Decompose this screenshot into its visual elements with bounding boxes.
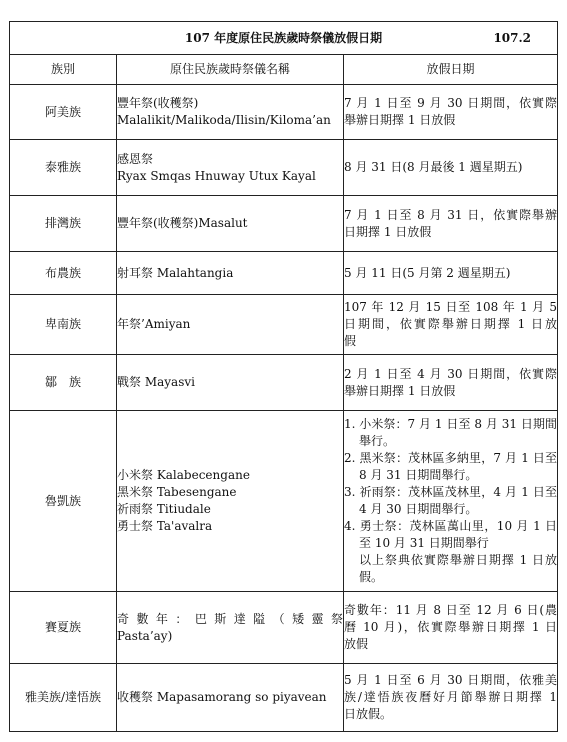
holiday-period: [344, 295, 558, 355]
ceremony-name: [117, 252, 344, 295]
table-row: [10, 295, 558, 355]
ceremony-line: 年祭’Amiyan: [117, 317, 191, 331]
period-note: 以上祭典依實際舉辦日期擇 1 日放假。: [359, 553, 558, 584]
holiday-period: [344, 85, 558, 140]
title-cell: [10, 22, 558, 55]
list-item: 4. 勇士祭：茂林區萬山里，10 月 1 日至 10 月 31 日期間舉行: [344, 519, 558, 550]
period-line: 2 月 1 日至 4 月 30 日期間，依實際: [344, 366, 558, 381]
table-row: [10, 252, 558, 295]
ceremony-line: 勇士祭 Ta'avalra: [117, 519, 213, 533]
table-row: [10, 355, 558, 411]
table-row: [10, 140, 558, 196]
document-version: 107.2: [493, 31, 532, 45]
column-header-ceremony: 原住民族歲時祭儀名稱: [117, 55, 344, 85]
document-title: 107 年度原住民族歲時祭儀放假日期: [184, 31, 383, 45]
tribe-name: 排灣族: [10, 196, 117, 252]
column-header-period: 放假日期: [344, 55, 558, 85]
ceremony-name: [117, 85, 344, 140]
table-row: [10, 411, 558, 592]
list-item: 2. 黑米祭：茂林區多納里，7 月 1 日至 8 月 31 日期間舉行。: [344, 451, 558, 482]
tribe-name: 布農族: [10, 252, 117, 295]
period-line: 曆 10 月)，依實際舉辦日期擇 1 日: [344, 620, 558, 634]
period-line: 5 月 1 日至 6 月 30 日期間，依雅美: [344, 673, 558, 687]
period-line: 107 年 12 月 15 日至 108 年 1 月 5: [344, 300, 558, 314]
ceremony-name: [117, 196, 344, 252]
ceremony-line: 小米祭 Kalabecengane: [117, 468, 250, 482]
tribe-name: 魯凱族: [10, 411, 117, 592]
period-line: 日放假。: [344, 707, 393, 721]
tribe-name: 雅美族/達悟族: [10, 664, 117, 732]
header-row: [10, 55, 558, 85]
tribe-name: 泰雅族: [10, 140, 117, 196]
ceremony-name: [117, 140, 344, 196]
table-row: [10, 85, 558, 140]
column-header-tribe: 族別: [10, 55, 117, 85]
period-line: 7 月 1 日至 9 月 30 日期間，依實際: [344, 96, 558, 110]
ceremony-name: [117, 411, 344, 592]
tribe-name: 鄒 族: [10, 355, 117, 411]
ceremony-line: Malalikit/Malikoda/Ilisin/Kiloma’an: [117, 113, 331, 127]
period-line: 日期間，依實際舉辦日期擇 1 日放: [344, 317, 558, 331]
ceremony-line: Pasta’ay): [117, 628, 173, 643]
ceremony-line: 豐年祭(收穫祭): [117, 96, 199, 110]
ceremony-line: 戰祭 Mayasvi: [117, 375, 195, 389]
period-line: 7 月 1 日至 8 月 31 日，依實際舉辦: [344, 207, 558, 222]
period-line: 奇數年：11 月 8 日至 12 月 6 日(農: [344, 603, 558, 617]
ceremony-line: 感恩祭: [117, 151, 154, 166]
ceremony-name: [117, 295, 344, 355]
holiday-period: [344, 140, 558, 196]
period-line: 舉辦日期擇 1 日放假: [344, 113, 456, 127]
period-line: 日期擇 1 日放假: [344, 224, 432, 239]
ceremony-name: [117, 664, 344, 732]
ceremony-line: 收穫祭 Mapasamorang so piyavean: [117, 690, 327, 704]
list-item: 1. 小米祭：7 月 1 日至 8 月 31 日期間舉行。: [344, 417, 558, 448]
holiday-period: [344, 196, 558, 252]
tribe-name: 阿美族: [10, 85, 117, 140]
table-row: [10, 196, 558, 252]
ceremony-line: 射耳祭 Malahtangia: [117, 265, 234, 280]
table-row: [10, 664, 558, 732]
ceremony-line: 奇數年：巴斯達隘（矮靈祭: [117, 611, 343, 626]
holiday-period: [344, 355, 558, 411]
period-line: 5 月 11 日(5 月第 2 週星期五): [344, 265, 511, 280]
ceremony-name: [117, 592, 344, 664]
holiday-period: [344, 592, 558, 664]
period-line: 假: [344, 334, 357, 348]
holiday-period: [344, 252, 558, 295]
period-line: 放假: [344, 637, 369, 651]
table-row: [10, 592, 558, 664]
ceremony-line: 黑米祭 Tabesengane: [117, 485, 237, 499]
tribe-name: 賽夏族: [10, 592, 117, 664]
holiday-period: [344, 664, 558, 732]
ceremony-name: [117, 355, 344, 411]
holiday-schedule-table: [9, 21, 558, 732]
ceremony-period-list: [344, 416, 557, 552]
ceremony-line: 祈雨祭 Titiudale: [117, 502, 211, 516]
title-row: [10, 22, 558, 55]
ceremony-line: 豐年祭(收穫祭)Masalut: [117, 216, 248, 230]
period-line: 舉辦日期擇 1 日放假: [344, 383, 456, 398]
tribe-name: 卑南族: [10, 295, 117, 355]
holiday-period: [344, 411, 558, 592]
period-line: 族/達悟族夜曆好月節舉辦日期擇 1: [344, 690, 558, 704]
ceremony-line: Ryax Smqas Hnuway Utux Kayal: [117, 168, 316, 183]
period-line: 8 月 31 日(8 月最後 1 週星期五): [344, 160, 523, 174]
list-item: 3. 祈雨祭：茂林區茂林里，4 月 1 日至 4 月 30 日期間舉行。: [344, 485, 558, 516]
